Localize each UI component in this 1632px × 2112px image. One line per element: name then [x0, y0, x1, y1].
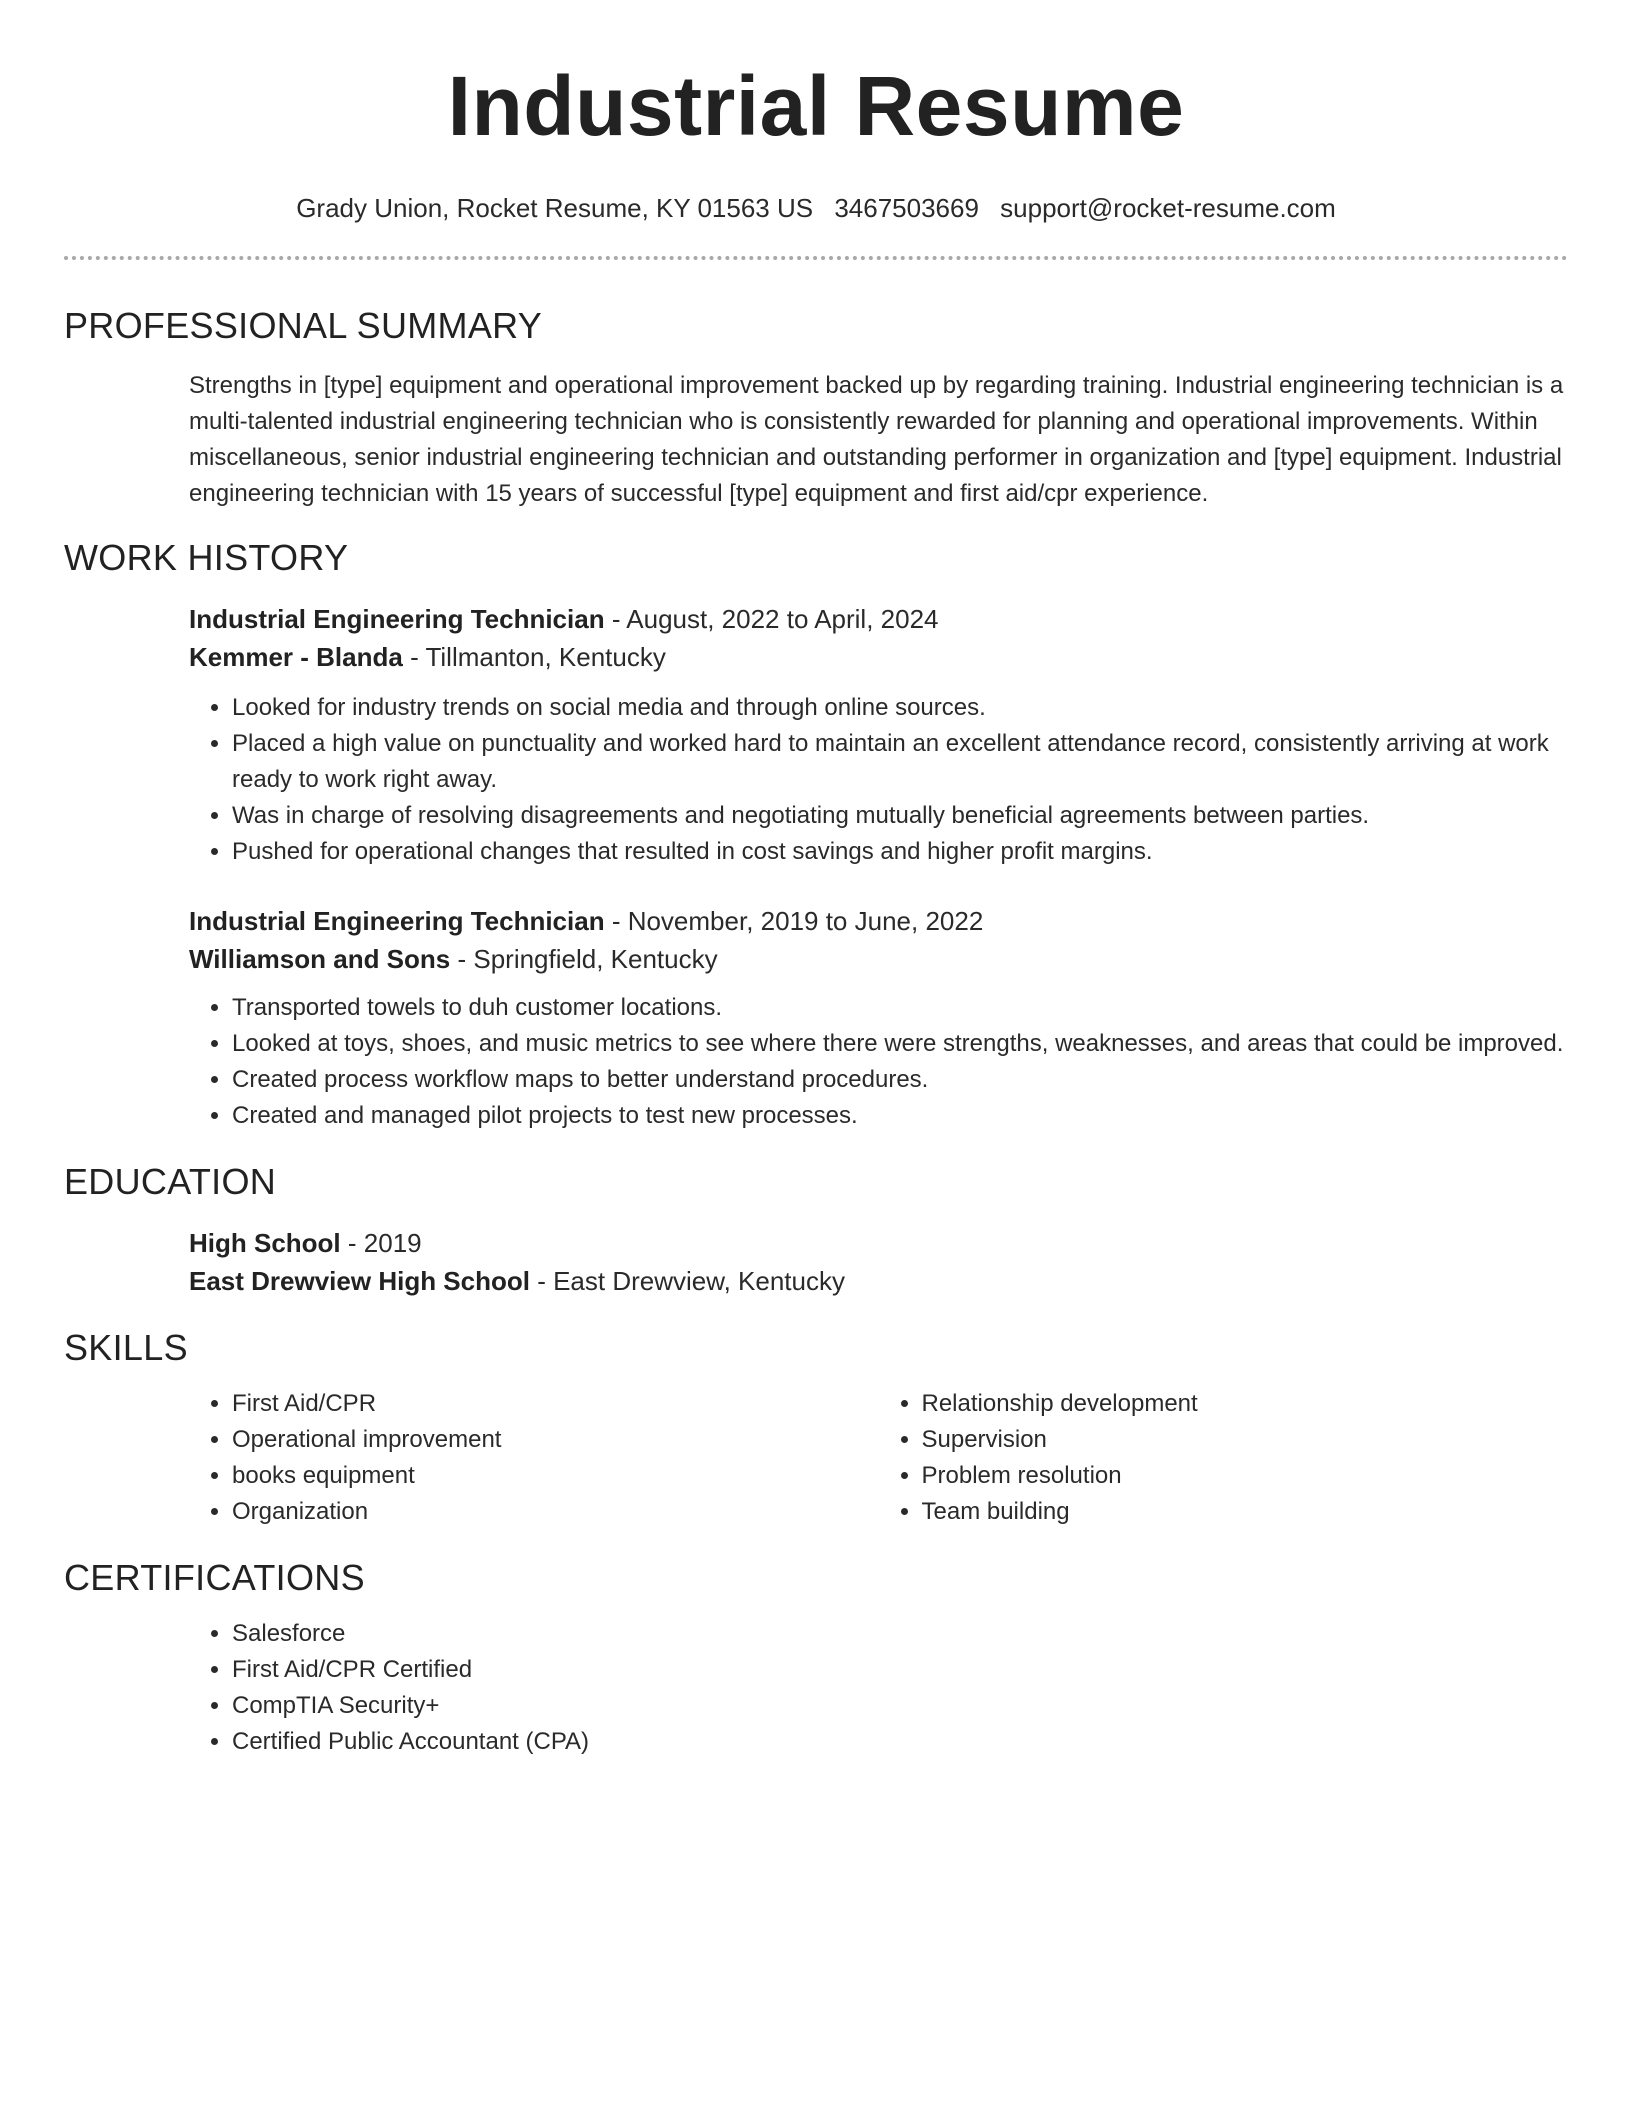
job-title: Industrial Engineering Technician: [189, 906, 605, 936]
skills-list-left: [189, 1386, 879, 1530]
resume-page: [64, 0, 1568, 1760]
summary-text: Strengths in [type] equipment and operational improvement backed up by regarding training. Industrial engineering technician is a multi-talented industrial engineering technician who is consistently rewarded for planning and operational improvements. Within miscellaneous, senior industrial engineering technician and outstanding performer in organization and [type] equipment. Industrial engineering technician with 15 years of successful [type] equipment and first aid/cpr experience.: [189, 372, 1564, 507]
job-title-line: [189, 600, 1568, 638]
job-bullet: • Transported towels to duh customer locations.: [232, 990, 1568, 1026]
job-bullet: • Created process workflow maps to better understand procedures.: [232, 1062, 1568, 1098]
summary-heading: PROFESSIONAL SUMMARY: [64, 305, 543, 346]
contact-address: Grady Union, Rocket Resume, KY 01563 US: [296, 193, 814, 223]
header-divider: [64, 256, 1568, 260]
job-location: - Tillmanton, Kentucky: [402, 642, 666, 672]
job-company-line: [189, 940, 1568, 978]
skills-list-right: [879, 1386, 1569, 1530]
certification-item: • Salesforce: [232, 1616, 1568, 1652]
job-company: Kemmer - Blanda: [189, 642, 403, 672]
job-bullet: • Looked at toys, shoes, and music metrics to see where there were strengths, weaknesses, and areas that could be improved.: [232, 1026, 1568, 1062]
job-bullet: • Placed a high value on punctuality and worked hard to maintain an excellent attendance record, consistently arriving at work ready to work right away.: [232, 726, 1568, 798]
skill-item: • Relationship development: [922, 1386, 1569, 1422]
resume-title: Industrial Resume: [447, 59, 1185, 153]
education-section: [64, 1160, 1568, 1300]
skill-item: • Supervision: [922, 1422, 1569, 1458]
job-bullet: • Created and managed pilot projects to test new processes.: [232, 1098, 1568, 1134]
education-degree-line: [189, 1224, 1568, 1262]
certifications-section: [64, 1556, 1568, 1760]
skills-heading: SKILLS: [64, 1327, 188, 1368]
job-bullet: • Was in charge of resolving disagreements and negotiating mutually beneficial agreements between parties.: [232, 798, 1568, 834]
job-dates: - August, 2022 to April, 2024: [604, 604, 939, 634]
job-title: Industrial Engineering Technician: [189, 604, 605, 634]
contact-email: support@rocket-resume.com: [1000, 193, 1336, 223]
education-location: - East Drewview, Kentucky: [529, 1266, 845, 1296]
job-dates: - November, 2019 to June, 2022: [604, 906, 984, 936]
skill-item: • First Aid/CPR: [232, 1386, 879, 1422]
job-bullet: • Looked for industry trends on social media and through online sources.: [232, 690, 1568, 726]
summary-section: [64, 304, 1568, 512]
job-title-line: [189, 902, 1568, 940]
work-heading: WORK HISTORY: [64, 537, 349, 578]
skills-section: [64, 1326, 1568, 1530]
skill-item: • Team building: [922, 1494, 1569, 1530]
education-degree: High School: [189, 1228, 341, 1258]
skill-item: • Problem resolution: [922, 1458, 1569, 1494]
contact-line: [64, 192, 1568, 224]
job-bullets: [189, 690, 1568, 870]
work-section: [64, 536, 1568, 1134]
certification-item: • First Aid/CPR Certified: [232, 1652, 1568, 1688]
job-entry: [189, 600, 1568, 870]
education-heading: EDUCATION: [64, 1161, 277, 1202]
skill-item: • books equipment: [232, 1458, 879, 1494]
certification-item: • Certified Public Accountant (CPA): [232, 1724, 1568, 1760]
job-company-line: [189, 638, 1568, 676]
education-school: East Drewview High School: [189, 1266, 530, 1296]
contact-phone: 3467503669: [834, 193, 979, 223]
certifications-heading: CERTIFICATIONS: [64, 1557, 365, 1598]
job-location: - Springfield, Kentucky: [450, 944, 718, 974]
certifications-list: [189, 1616, 1568, 1760]
skill-item: • Operational improvement: [232, 1422, 879, 1458]
job-bullet: • Pushed for operational changes that resulted in cost savings and higher profit margins.: [232, 834, 1568, 870]
education-school-line: [189, 1262, 1568, 1300]
job-bullets: [189, 990, 1568, 1134]
skill-item: • Organization: [232, 1494, 879, 1530]
job-entry: [189, 902, 1568, 1134]
job-company: Williamson and Sons: [189, 944, 451, 974]
education-year: - 2019: [340, 1228, 422, 1258]
certification-item: • CompTIA Security+: [232, 1688, 1568, 1724]
